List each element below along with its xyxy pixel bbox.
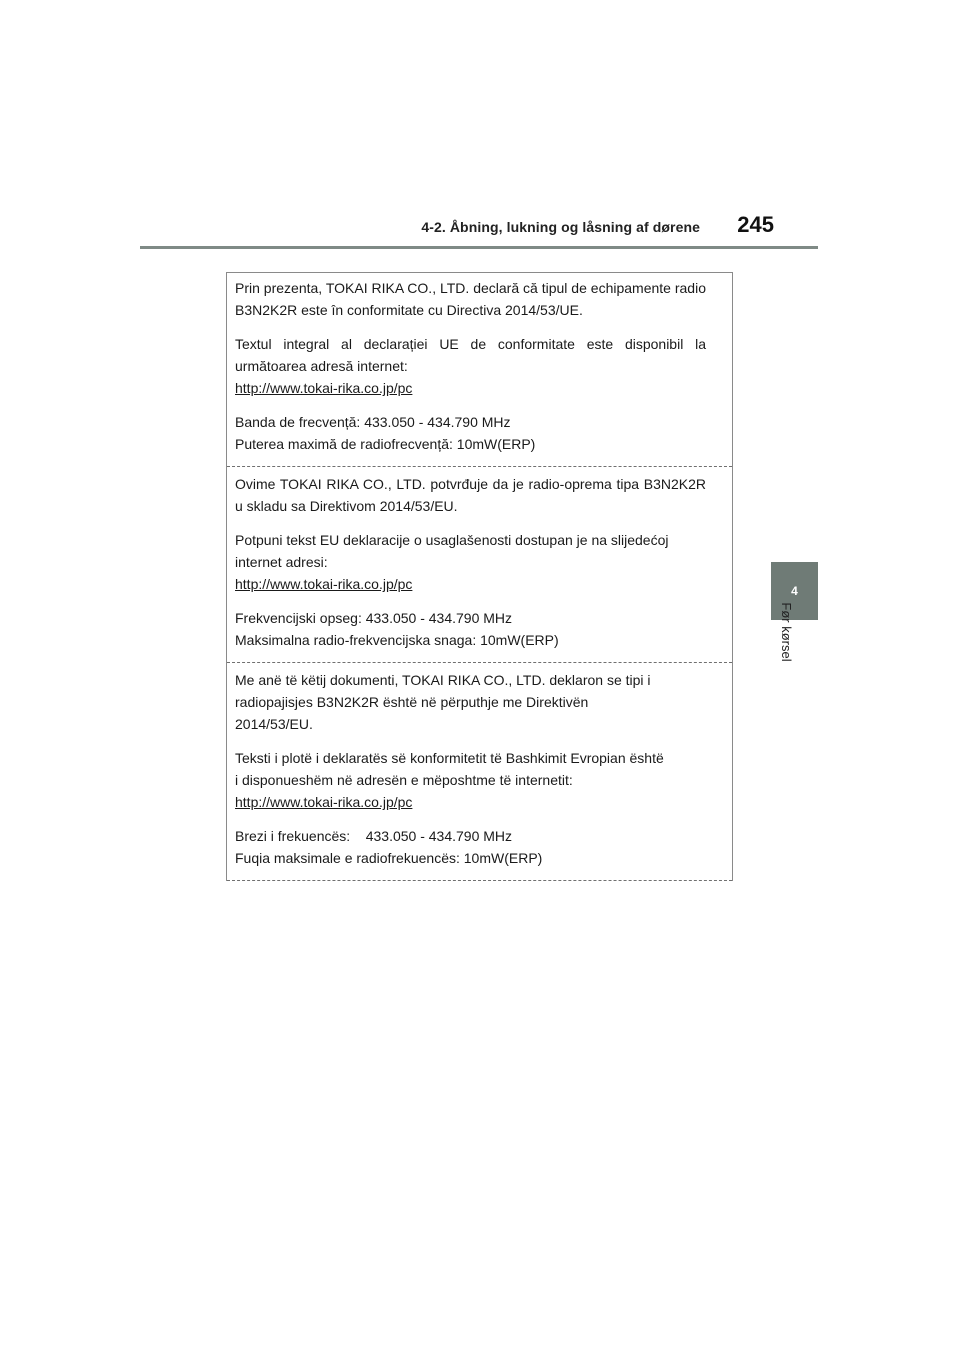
declaration-fulltext: Potpuni tekst EU deklaracije o usaglašenosti dostupan je na slijedećoj internet adresi:: [235, 532, 669, 570]
declaration-bosnian: [227, 467, 732, 663]
max-power: Fuqia maksimale e radiofrekuencës: 10mW(ERP): [235, 850, 543, 866]
declarations-box: [226, 272, 733, 881]
page-number: 245: [737, 212, 774, 237]
page-header: [140, 208, 818, 249]
max-power: Maksimalna radio-frekvencijska snaga: 10mW(ERP): [235, 632, 559, 648]
declaration-intro: Ovime TOKAI RIKA CO., LTD. potvrđuje da je radio-oprema tipa B3N2K2R u skladu sa Direktivom 2014/53/EU.: [235, 476, 706, 514]
declaration-albanian: [227, 663, 732, 881]
frequency-band: Frekvencijski opseg: 433.050 - 434.790 MHz: [235, 610, 513, 626]
declaration-intro-line: radiopajisjes B3N2K2R është në përputhje me Direktivën: [235, 694, 589, 710]
section-title: 4-2. Åbning, lukning og låsning af dørene: [421, 219, 700, 235]
declaration-link[interactable]: http://www.tokai-rika.co.jp/pc: [235, 380, 413, 396]
declaration-link[interactable]: http://www.tokai-rika.co.jp/pc: [235, 576, 413, 592]
declaration-intro: Prin prezenta, TOKAI RIKA CO., LTD. declară că tipul de echipamente radio B3N2K2R este în conformitate cu Directiva 2014/53/UE.: [235, 280, 706, 318]
chapter-label: Før kørsel: [779, 602, 794, 662]
declaration-fulltext-line: i disponueshëm në adresën e mëposhtme të internetit:: [235, 772, 573, 788]
declaration-romanian: [227, 273, 732, 467]
declaration-intro-line: Me anë të këtij dokumenti, TOKAI RIKA CO., LTD. deklaron se tipi i: [235, 672, 651, 688]
declaration-link[interactable]: http://www.tokai-rika.co.jp/pc: [235, 794, 413, 810]
declaration-intro-line: 2014/53/EU.: [235, 716, 313, 732]
frequency-band: Brezi i frekuencës: 433.050 - 434.790 MHz: [235, 828, 513, 844]
max-power: Puterea maximă de radiofrecvență: 10mW(ERP): [235, 436, 536, 452]
frequency-band: Banda de frecvență: 433.050 - 434.790 MHz: [235, 414, 511, 430]
declaration-fulltext-line: Teksti i plotë i deklaratës së konformitetit të Bashkimit Evropian është: [235, 750, 664, 766]
chapter-number: 4: [791, 584, 798, 598]
declaration-fulltext: Textul integral al declarației UE de conformitate este disponibil la următoarea adresă internet:: [235, 336, 706, 374]
